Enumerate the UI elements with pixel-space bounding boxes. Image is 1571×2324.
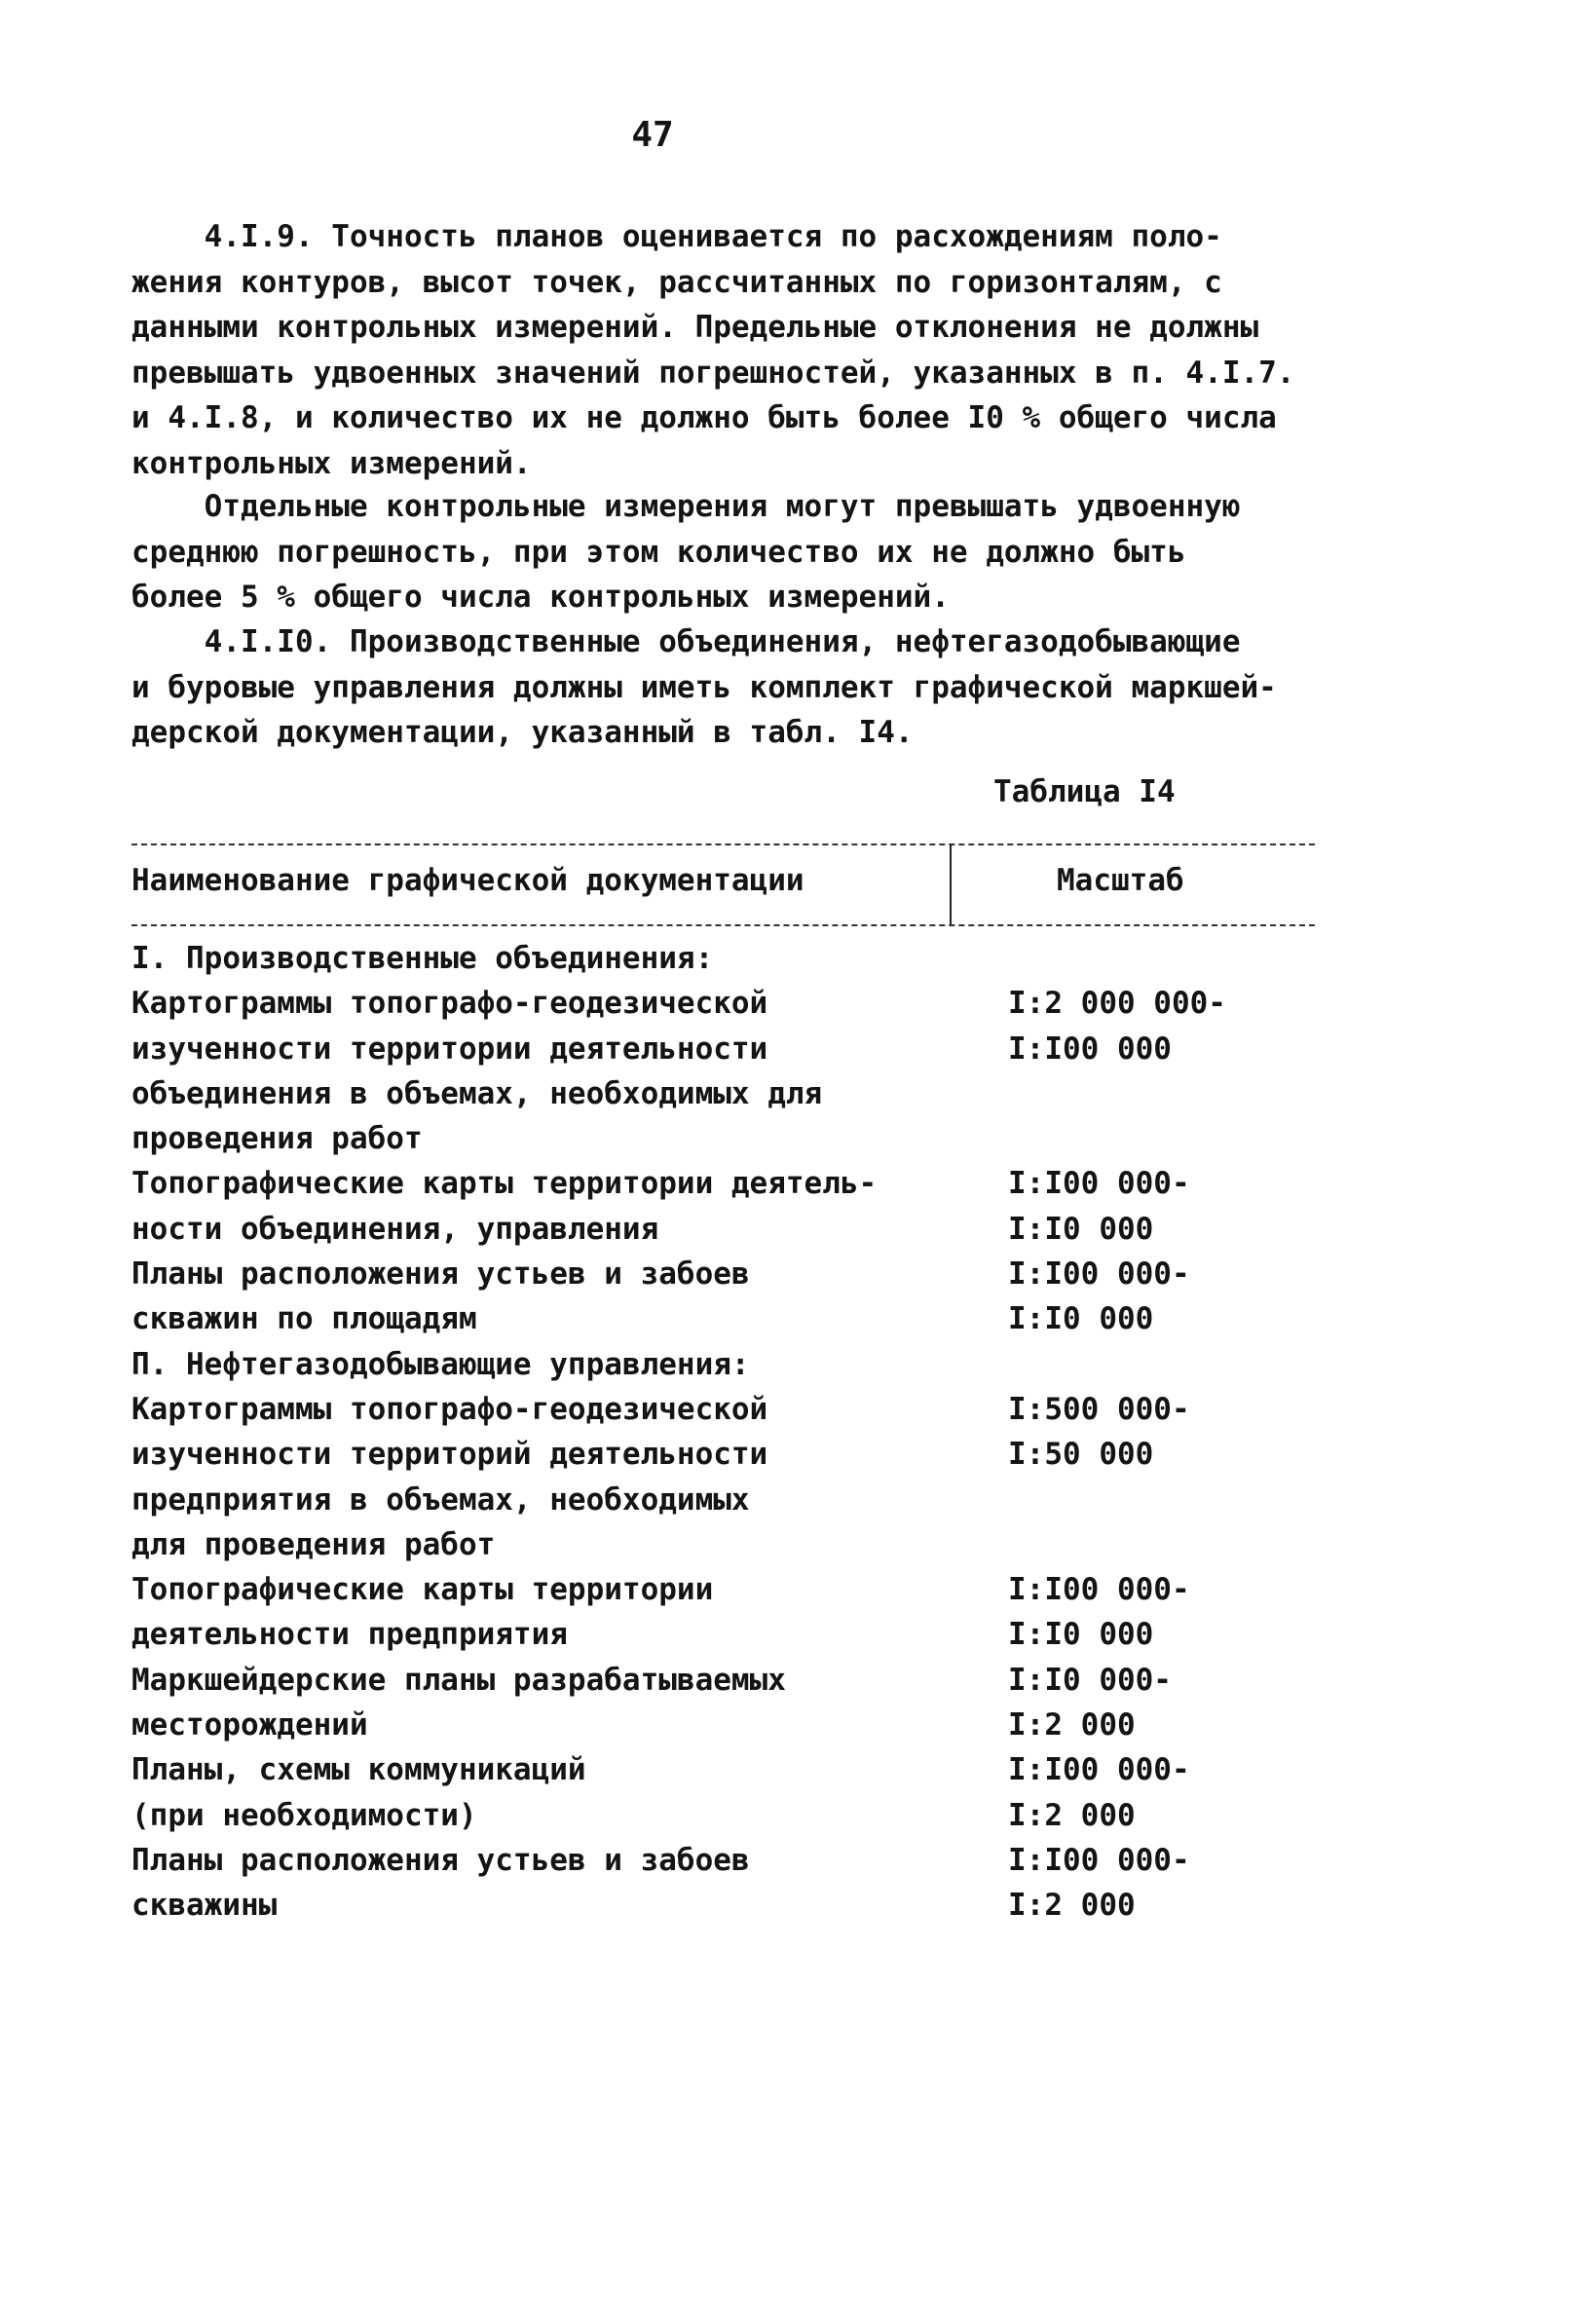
text-line: контрольных измерений. [131, 445, 532, 481]
text-line: и 4.I.8, и количество их не должно быть более I0 % общего числа [131, 400, 1277, 435]
table-row [131, 1296, 1315, 1341]
document-name-cell: I. Производственные объединения: [131, 941, 714, 976]
text-line: жения контуров, высот точек, рассчитанных по горизонталям, с [131, 264, 1222, 300]
document-name-cell: проведения работ [131, 1121, 423, 1157]
scale-cell: I:2 000 000- [1008, 986, 1226, 1022]
text-line: более 5 % общего числа контрольных измерений. [131, 580, 950, 615]
document-name-cell: скважины [131, 1888, 278, 1924]
text-line: 4.I.9. Точность планов оценивается по расхождениям поло- [131, 219, 1222, 254]
table-row [131, 1883, 1315, 1928]
table-row [131, 1342, 1315, 1387]
document-name-cell: Картограммы топографо-геодезической [131, 1391, 768, 1427]
scale-cell: I:I00 000- [1008, 1572, 1190, 1608]
document-name-cell: Планы расположения устьев и забоев [131, 1256, 750, 1293]
document-name-cell: изученности территории деятельности [131, 1031, 768, 1067]
table-row [131, 981, 1315, 1026]
document-name-cell: Топографические карты территории деятель- [131, 1166, 878, 1202]
scale-cell [1008, 1342, 1315, 1387]
scale-cell [1008, 1071, 1315, 1116]
table-column-divider [950, 843, 952, 924]
table-row [131, 1071, 1315, 1116]
text-line: дерской документации, указанный в табл. I4. [131, 715, 914, 750]
scale-cell: I:I0 000 [1008, 1301, 1154, 1337]
document-name-cell: Топографические карты территории [131, 1572, 714, 1608]
document-name-cell: месторождений [131, 1707, 368, 1743]
text-line: превышать удвоенных значений погрешностей, указанных в п. 4.I.7. [131, 355, 1295, 391]
scale-cell [1008, 1116, 1315, 1161]
scale-cell: I:I00 000- [1008, 1256, 1190, 1293]
table-caption: Таблица I4 [993, 774, 1176, 809]
document-name-cell: ности объединения, управления [131, 1211, 659, 1247]
table-row [131, 1027, 1315, 1071]
table-body [131, 936, 1315, 1929]
document-name-cell: деятельности предприятия [131, 1617, 568, 1653]
scale-cell: I:500 000- [1008, 1391, 1190, 1427]
table-row [131, 1478, 1315, 1522]
table-row [131, 1252, 1315, 1296]
table-row [131, 1161, 1315, 1206]
scale-cell: I:2 000 [1008, 1797, 1136, 1833]
document-name-cell: объединения в объемах, необходимых для [131, 1075, 823, 1111]
table-row [131, 1793, 1315, 1838]
text-line: среднюю погрешность, при этом количество их не должно быть [131, 534, 1186, 570]
document-name-cell: предприятия в объемах, необходимых [131, 1481, 750, 1518]
document-name-cell: Картограммы топографо-геодезической [131, 986, 768, 1022]
page-number: 47 [631, 115, 674, 155]
scale-cell [1008, 1522, 1315, 1567]
text-line: 4.I.I0. Производственные объединения, нефтегазодобывающие [131, 624, 1241, 659]
paragraph-4-1-9 [131, 214, 1315, 486]
document-name-cell: для проведения работ [131, 1526, 496, 1562]
paragraph-4-1-10 [131, 619, 1315, 756]
text-line: Отдельные контрольные измерения могут превышать удвоенную [131, 489, 1241, 524]
document-name-cell: Планы расположения устьев и забоев [131, 1842, 750, 1878]
table-header-rule [131, 924, 1315, 926]
scale-cell: I:I00 000- [1008, 1842, 1190, 1878]
scale-cell [1008, 936, 1315, 981]
scale-cell: I:2 000 [1008, 1707, 1136, 1743]
text-line: и буровые управления должны иметь комплект графической маркшей- [131, 669, 1277, 705]
scale-cell: I:I0 000 [1008, 1617, 1154, 1653]
scale-cell: I:I00 000- [1008, 1166, 1190, 1202]
table-row [131, 1432, 1315, 1477]
table-header-name: Наименование графической документации [131, 863, 804, 898]
table-row [131, 1116, 1315, 1161]
table-row [131, 1567, 1315, 1612]
table-top-rule [131, 843, 1315, 845]
document-name-cell: Планы, схемы коммуникаций [131, 1752, 586, 1788]
scale-cell: I:I0 000- [1008, 1662, 1172, 1698]
document-name-cell: скважин по площадям [131, 1301, 477, 1337]
table-row [131, 1747, 1315, 1792]
scale-cell: I:I00 000- [1008, 1752, 1190, 1788]
scale-cell: I:2 000 [1008, 1888, 1136, 1924]
table-row [131, 1612, 1315, 1657]
scale-cell: I:I0 000 [1008, 1211, 1154, 1247]
table-row [131, 1703, 1315, 1747]
document-name-cell: П. Нефтегазодобывающие управления: [131, 1346, 750, 1382]
table-row [131, 1387, 1315, 1432]
paragraph-control-measurements [131, 484, 1315, 620]
table-row [131, 1658, 1315, 1703]
table-row [131, 1207, 1315, 1252]
text-line: данными контрольных измерений. Предельные отклонения не должны [131, 310, 1259, 345]
scale-cell: I:I00 000 [1008, 1031, 1172, 1067]
scale-cell: I:50 000 [1008, 1437, 1154, 1473]
document-name-cell: изученности территорий деятельности [131, 1437, 768, 1473]
table-header-scale: Масштаб [1057, 863, 1184, 898]
table-row [131, 1522, 1315, 1567]
table-row [131, 936, 1315, 981]
scale-cell [1008, 1478, 1315, 1522]
document-name-cell: Маркшейдерские планы разрабатываемых [131, 1662, 786, 1698]
table-row [131, 1838, 1315, 1883]
document-name-cell: (при необходимости) [131, 1797, 477, 1833]
